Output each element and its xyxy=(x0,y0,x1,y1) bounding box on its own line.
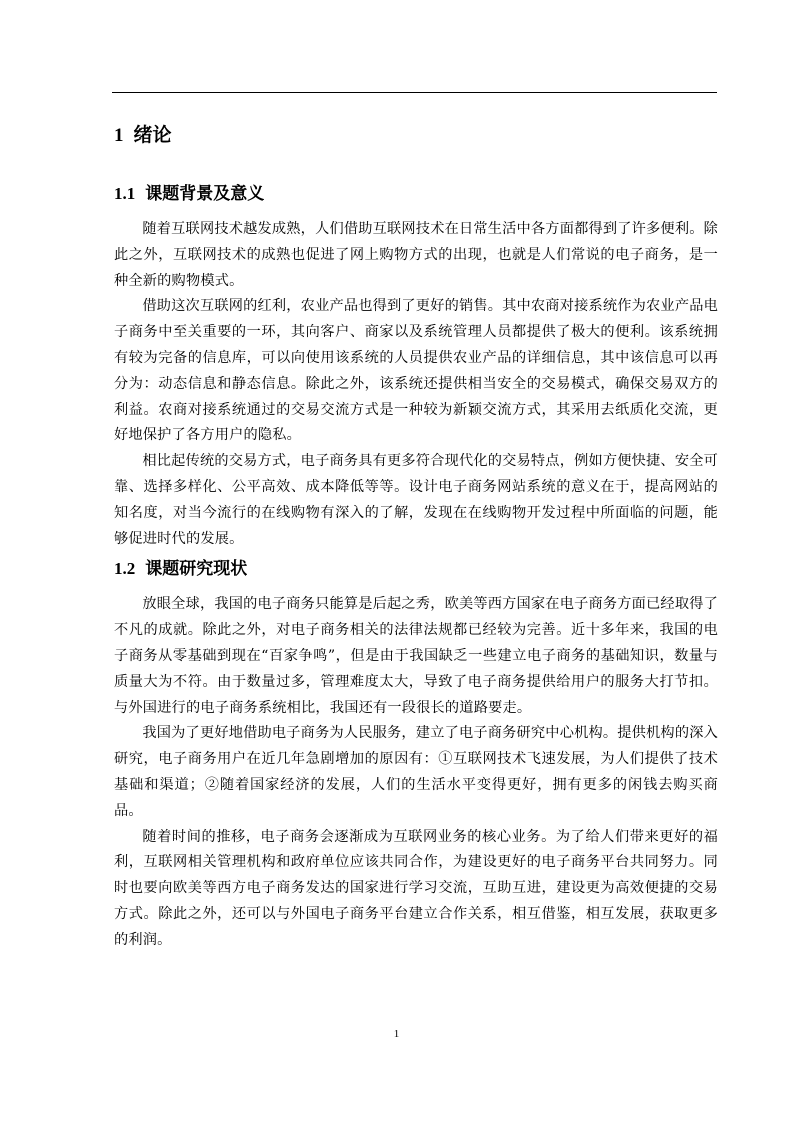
header-rule xyxy=(112,92,717,93)
page-number: 1 xyxy=(393,1028,400,1040)
chapter-number: 1 xyxy=(114,125,124,146)
chapter-title: 绪论 xyxy=(133,124,172,146)
section-title: 课题研究现状 xyxy=(145,559,248,580)
section-number: 1.2 xyxy=(114,559,136,579)
section-heading-1-2 xyxy=(114,554,718,584)
body-paragraph: 放眼全球，我国的电子商务只能算是后起之秀，欧美等西方国家在电子商务方面已经取得了不凡的成就。除此之外，对电子商务相关的法律法规都已经较为完善。近十多年来，我国的电子商务从零基础到现在“百家争鸣”，但是由于我国缺乏一些建立电子商务的基础知识，数量与质量大为不符。由于数量过多，管理难度太大，导致了电子商务提供给用户的服务大打节扣。与外国进行的电子商务系统相比，我国还有一段很长的道路要走。 xyxy=(114,596,718,716)
chapter-heading xyxy=(114,118,718,153)
section-title: 课题背景及意义 xyxy=(145,184,265,204)
body-paragraph: 我国为了更好地借助电子商务为人民服务，建立了电子商务研究中心机构。提供机构的深入研究，电子商务用户在近几年急剧增加的原因有：①互联网技术飞速发展，为人们提供了技术基础和渠道；②随着国家经济的发展，人们的生活水平变得更好，拥有更多的闲钱去购买商品。 xyxy=(114,725,718,819)
body-paragraph: 相比起传统的交易方式，电子商务具有更多符合现代化的交易特点，例如方便快捷、安全可靠、选择多样化、公平高效、成本降低等等。设计电子商务网站系统的意义在于，提高网站的知名度，对当今流行的在线购物有深入的了解，发现在在线购物开发过程中所面临的问题，能够促进时代的发展。 xyxy=(114,453,718,547)
body-paragraph: 随着互联网技术越发成熟，人们借助互联网技术在日常生活中各方面都得到了许多便利。除此之外，互联网技术的成熟也促进了网上购物方式的出现，也就是人们常说的电子商务，是一种全新的购物模式。 xyxy=(114,221,718,289)
section-heading-1-1 xyxy=(114,179,718,209)
section-number: 1.1 xyxy=(114,184,136,203)
body-paragraph: 随着时间的推移，电子商务会逐渐成为互联网业务的核心业务。为了给人们带来更好的福利，互联网相关管理机构和政府单位应该共同合作，为建设更好的电子商务平台共同努力。同时也要向欧美等西方电子商务发达的国家进行学习交流，互助互进，建设更为高效便捷的交易方式。除此之外，还可以与外国电子商务平台建立合作关系，相互借鉴，相互发展，获取更多的利润。 xyxy=(114,828,718,948)
page-content xyxy=(114,118,718,954)
body-paragraph: 借助这次互联网的红利，农业产品也得到了更好的销售。其中农商对接系统作为农业产品电子商务中至关重要的一环，其向客户、商家以及系统管理人员都提供了极大的便利。该系统拥有较为完备的信息库，可以向使用该系统的人员提供农业产品的详细信息，其中该信息可以再分为：动态信息和静态信息。除此之外，该系统还提供相当安全的交易模式，确保交易双方的利益。农商对接系统通过的交易交流方式是一种较为新颖交流方式，其采用去纸质化交流，更好地保护了各方用户的隐私。 xyxy=(114,298,718,444)
